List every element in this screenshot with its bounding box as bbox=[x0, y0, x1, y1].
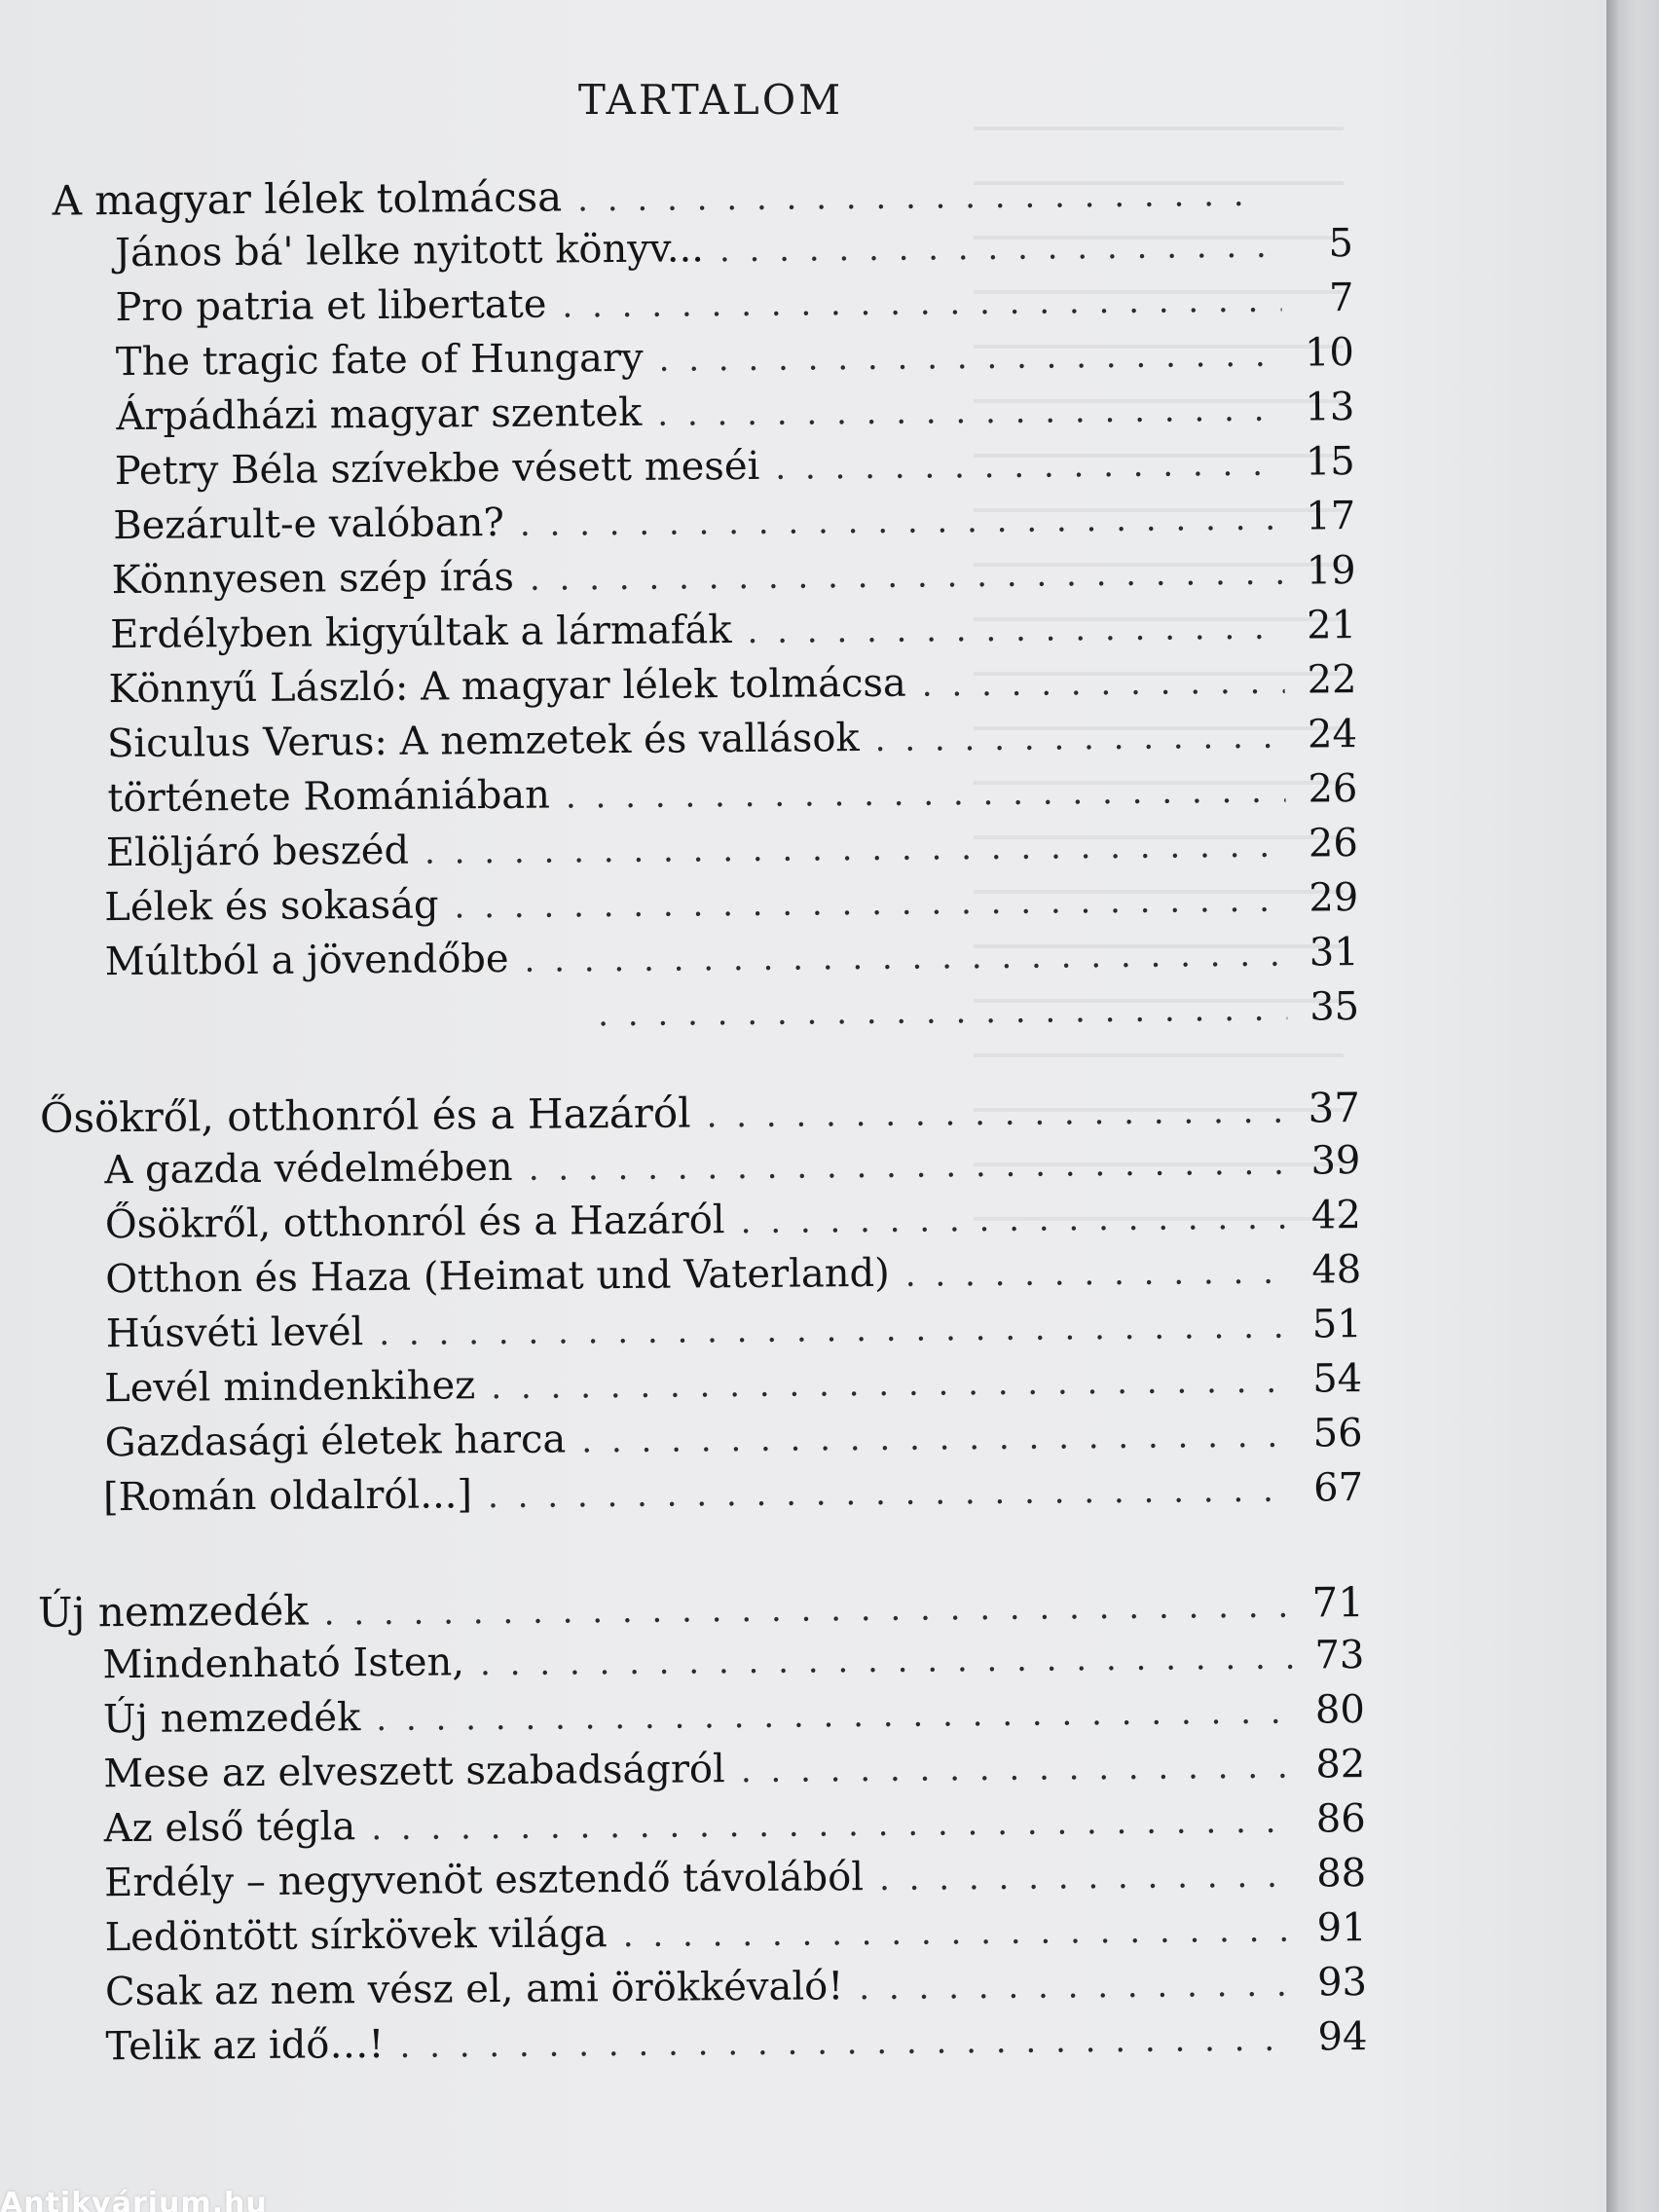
toc-page-number: 29 bbox=[1309, 875, 1359, 921]
toc-page-number: 39 bbox=[1310, 1138, 1361, 1184]
dot-leader bbox=[740, 1198, 1289, 1241]
toc-entry bbox=[105, 2014, 1367, 2083]
toc-entry-title: A gazda védelmében bbox=[104, 1144, 513, 1194]
dot-leader bbox=[905, 1253, 1290, 1295]
toc-entry-title: Telik az idő…! bbox=[105, 2021, 385, 2070]
toc-page-number: 10 bbox=[1304, 330, 1355, 376]
dot-leader bbox=[566, 772, 1286, 817]
toc-entry-title: Árpádházi magyar szentek bbox=[116, 389, 643, 440]
dot-leader bbox=[658, 336, 1282, 380]
dot-leader bbox=[524, 936, 1286, 980]
toc-page-number: 21 bbox=[1307, 603, 1357, 648]
dot-leader bbox=[529, 1144, 1289, 1189]
toc-entry-title: Erdély – negyvenöt esztendő távolából bbox=[104, 1855, 865, 1906]
toc-entry-title: Húsvéti levél bbox=[105, 1309, 364, 1357]
toc-entry-title: Siculus Verus: A nemzetek és vallások bbox=[106, 716, 860, 767]
toc-entry-title: Ősökről, otthonról és a Hazáról bbox=[104, 1198, 725, 1248]
toc-entry-title: Otthon és Haza (Heimat und Vaterland) bbox=[105, 1250, 890, 1303]
toc-section-title: A magyar lélek tolmácsa bbox=[52, 172, 563, 225]
toc-page-number: 26 bbox=[1308, 766, 1358, 812]
toc-page-number: 80 bbox=[1314, 1687, 1366, 1733]
dot-leader bbox=[741, 1748, 1294, 1790]
dot-leader bbox=[747, 608, 1284, 651]
dot-leader bbox=[657, 390, 1282, 434]
toc-section-title: Ősökről, otthonról és a Hazáról bbox=[39, 1088, 691, 1142]
dot-leader bbox=[491, 1362, 1290, 1407]
dot-leader bbox=[454, 881, 1286, 927]
dot-leader bbox=[562, 281, 1281, 326]
toc-page-number: 24 bbox=[1307, 712, 1358, 757]
dot-leader bbox=[719, 227, 1281, 271]
toc-entry-title: Levél mindenkihez bbox=[104, 1363, 476, 1412]
dot-leader bbox=[371, 1802, 1294, 1848]
toc-entry-title: Petry Béla szívekbe vésett meséi bbox=[114, 443, 760, 495]
toc-entry-title: Ledöntött sírkövek világa bbox=[104, 1911, 608, 1961]
dot-leader bbox=[530, 554, 1284, 599]
toc-entry-title: Lélek és sokaság bbox=[104, 882, 439, 931]
toc-page-number: 26 bbox=[1308, 821, 1359, 866]
dot-leader bbox=[379, 1308, 1290, 1353]
toc-page-number: 37 bbox=[1308, 1084, 1361, 1132]
toc-page-number: 56 bbox=[1312, 1411, 1363, 1456]
toc-entry-title: Mindenható Isten, bbox=[102, 1640, 465, 1688]
toc-page-number: 42 bbox=[1310, 1193, 1362, 1238]
toc-entry-title: Új nemzedék bbox=[102, 1695, 361, 1743]
watermark-text: Antikvárium.hu bbox=[0, 2187, 268, 2212]
toc-page-number: 86 bbox=[1315, 1796, 1366, 1842]
toc-page-number: 67 bbox=[1312, 1465, 1364, 1511]
toc-entry-title: Gazdasági életek harca bbox=[104, 1417, 567, 1466]
dot-leader bbox=[520, 499, 1284, 544]
dot-leader bbox=[399, 2020, 1295, 2066]
toc-page-number: 54 bbox=[1312, 1356, 1363, 1402]
toc-page-number: 91 bbox=[1316, 1905, 1367, 1951]
dot-leader bbox=[879, 1857, 1294, 1899]
toc-page-number: 22 bbox=[1307, 657, 1357, 703]
toc-entry bbox=[582, 984, 1359, 1049]
toc-entry-title: Könnyű László: A magyar lélek tolmácsa bbox=[108, 660, 906, 713]
toc-entry-title: története Romániában bbox=[107, 772, 551, 822]
toc-page-number: 94 bbox=[1317, 2014, 1368, 2060]
toc-entry-title: Könnyesen szép írás bbox=[111, 554, 515, 604]
toc-entry-title: Az első tégla bbox=[103, 1804, 356, 1852]
page-edge-shadow bbox=[1606, 0, 1659, 2212]
toc-page-number: 13 bbox=[1305, 385, 1355, 430]
dot-leader bbox=[581, 1417, 1291, 1461]
toc-entry-title: Elöljáró beszéd bbox=[105, 828, 410, 876]
toc-page-number: 73 bbox=[1314, 1633, 1365, 1678]
dot-leader bbox=[488, 1471, 1291, 1516]
toc-page-number: 82 bbox=[1315, 1742, 1366, 1788]
toc-page-number: 35 bbox=[1309, 984, 1360, 1030]
dot-leader bbox=[922, 663, 1285, 705]
dot-leader bbox=[859, 1966, 1295, 2009]
dot-leader bbox=[480, 1639, 1293, 1684]
dot-leader bbox=[376, 1693, 1293, 1739]
dot-leader bbox=[623, 1911, 1295, 1955]
page-title: TARTALOM bbox=[577, 76, 844, 124]
toc-page-number: 71 bbox=[1311, 1578, 1365, 1627]
toc-entry-title: Pro patria et libertate bbox=[115, 281, 547, 331]
dot-leader bbox=[577, 175, 1256, 219]
dot-leader bbox=[875, 718, 1286, 759]
dot-leader bbox=[324, 1587, 1293, 1634]
toc-entry-title: János bá' lelke nyitott könyv... bbox=[114, 226, 705, 276]
toc-entry-title: Múltból a jövendőbe bbox=[104, 936, 509, 985]
toc-page-number: 51 bbox=[1311, 1302, 1362, 1347]
toc-section-title: Új nemzedék bbox=[37, 1586, 309, 1637]
dot-leader bbox=[424, 827, 1286, 872]
toc-page-number: 31 bbox=[1309, 930, 1359, 976]
toc-entry bbox=[103, 1465, 1363, 1533]
toc-entry-title: Mese az elveszett szabadságról bbox=[103, 1747, 726, 1797]
toc-page-number: 88 bbox=[1316, 1851, 1367, 1897]
toc-page-number: 17 bbox=[1306, 494, 1356, 539]
dot-leader bbox=[775, 445, 1283, 488]
toc-page-number: 15 bbox=[1305, 439, 1355, 485]
toc-page-number: 5 bbox=[1328, 221, 1354, 267]
toc-entry-title: [Román oldalról...] bbox=[102, 1472, 473, 1521]
toc-page-number bbox=[1256, 204, 1328, 205]
toc-page-number: 93 bbox=[1316, 1960, 1368, 2006]
toc-entry-title: Erdélyben kigyúltak a lármafák bbox=[109, 608, 732, 658]
toc-entry-title: The tragic fate of Hungary bbox=[115, 335, 644, 386]
toc-page-number: 19 bbox=[1306, 548, 1356, 594]
toc-entry-title: Bezárult-e valóban? bbox=[113, 499, 505, 549]
toc-entry-title: Csak az nem vész el, ami örökkévaló! bbox=[104, 1964, 844, 2015]
dot-leader bbox=[706, 1092, 1288, 1136]
toc-page-number: 7 bbox=[1328, 276, 1354, 321]
toc-page-number: 48 bbox=[1311, 1247, 1362, 1293]
dot-leader bbox=[598, 990, 1287, 1035]
